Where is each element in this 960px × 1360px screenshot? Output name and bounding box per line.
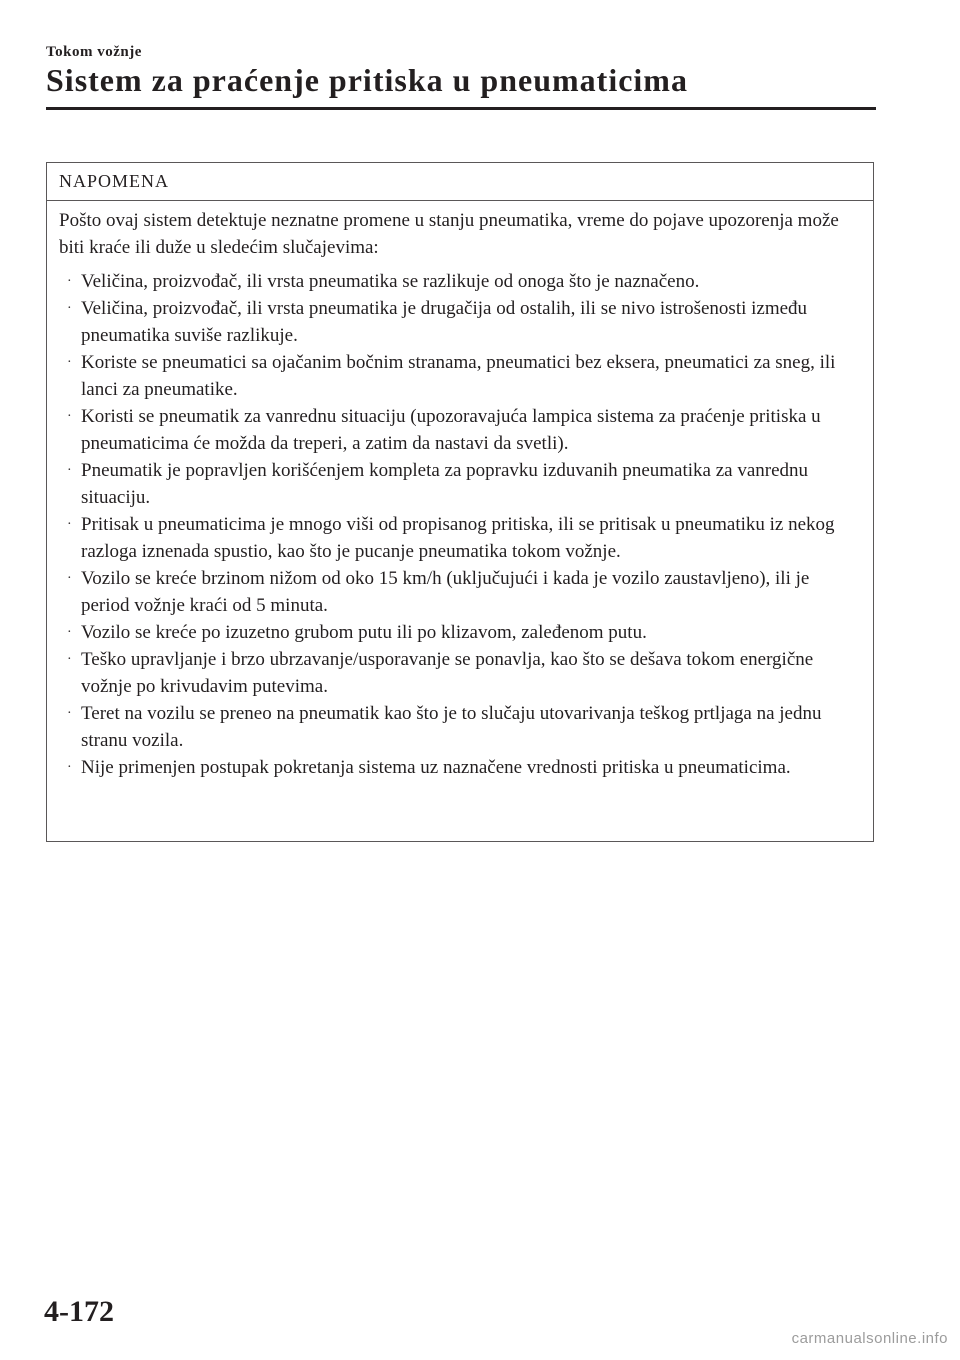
list-item: [59, 457, 859, 511]
note-body: [47, 201, 873, 781]
list-item-text: Vozilo se kreće brzinom nižom od oko 15 km/h (uključujući i kada je vozilo zaustavljeno), ili je period vožnje kraći od 5 minuta.: [81, 568, 810, 616]
list-item-text: Vozilo se kreće po izuzetno grubom putu ili po klizavom, zaleđenom putu.: [81, 622, 647, 643]
list-item-text: Teret na vozilu se preneo na pneumatik kao što je to slučaju utovarivanja teškog prtljaga na jednu stranu vozila.: [81, 703, 822, 751]
bullet-icon: ·: [67, 274, 72, 289]
page-title: Sistem za praćenje pritiska u pneumaticima: [46, 62, 688, 98]
list-item-text: Koristi se pneumatik za vanrednu situaciju (upozoravajuća lampica sistema za praćenje pritiska u pneumaticima će možda da treperi, a zatim da nastavi da svetli).: [81, 406, 821, 454]
list-item-text: Veličina, proizvođač, ili vrsta pneumatika se razlikuje od onoga što je naznačeno.: [81, 271, 700, 292]
bullet-icon: ·: [67, 706, 72, 721]
bullet-icon: ·: [67, 625, 72, 640]
bullet-icon: ·: [67, 571, 72, 586]
list-item: [59, 700, 859, 754]
list-item-text: Pritisak u pneumaticima je mnogo viši od propisanog pritiska, ili se pritisak u pneumatiku iz nekog razloga iznenada spustio, kao što je pucanje pneumatika tokom vožnje.: [81, 514, 835, 562]
list-item-text: Veličina, proizvođač, ili vrsta pneumatika je drugačija od ostalih, ili se nivo istrošenosti između pneumatika suviše razlikuje.: [81, 298, 808, 346]
list-item: [59, 403, 859, 457]
list-item: [59, 349, 859, 403]
bullet-icon: ·: [67, 355, 72, 370]
list-item-text: Pneumatik je popravljen korišćenjem kompleta za popravku izduvanih pneumatika za vanrednu situaciju.: [81, 460, 809, 508]
page-number: 4-172: [44, 1295, 114, 1328]
list-item: [59, 295, 859, 349]
bullet-icon: ·: [67, 301, 72, 316]
list-item: [59, 754, 859, 781]
list-item: [59, 268, 859, 295]
bullet-icon: ·: [67, 463, 72, 478]
bullet-icon: ·: [67, 517, 72, 532]
list-item-text: Koriste se pneumatici sa ojačanim bočnim stranama, pneumatici bez eksera, pneumatici za sneg, ili lanci za pneumatike.: [81, 352, 836, 400]
section-label: Tokom vožnje: [46, 44, 142, 60]
watermark: carmanualsonline.info: [791, 1330, 948, 1347]
list-item-text: Teško upravljanje i brzo ubrzavanje/usporavanje se ponavlja, kao što se dešava tokom energične vožnje po krivudavim putevima.: [81, 649, 814, 697]
bullet-icon: ·: [67, 409, 72, 424]
note-box: [46, 162, 874, 842]
list-item-text: Nije primenjen postupak pokretanja sistema uz naznačene vrednosti pritiska u pneumaticima.: [81, 757, 791, 778]
note-heading: NAPOMENA: [47, 163, 873, 201]
list-item: [59, 565, 859, 619]
note-intro: Pošto ovaj sistem detektuje neznatne promene u stanju pneumatika, vreme do pojave upozorenja može biti kraće ili duže u sledećim slučajevima:: [59, 210, 839, 258]
list-item: [59, 646, 859, 700]
bullet-icon: ·: [67, 652, 72, 667]
list-item: [59, 511, 859, 565]
title-rule: [46, 107, 876, 110]
list-item: [59, 619, 859, 646]
note-list: [59, 268, 859, 781]
bullet-icon: ·: [67, 760, 72, 775]
